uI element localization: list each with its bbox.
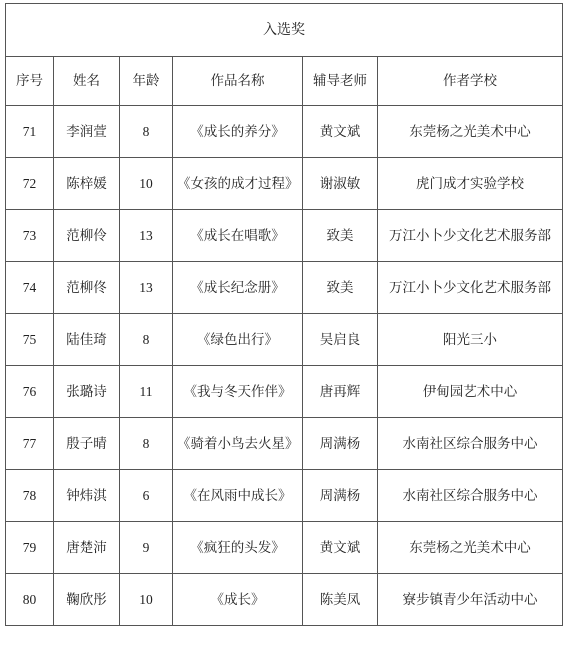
cell-age: 13 [120, 262, 173, 314]
cell-index: 76 [6, 366, 54, 418]
cell-teacher: 周满杨 [303, 418, 378, 470]
cell-teacher: 唐再辉 [303, 366, 378, 418]
table-row [6, 158, 563, 210]
cell-age: 10 [120, 158, 173, 210]
cell-name: 陈梓媛 [54, 158, 120, 210]
cell-index: 77 [6, 418, 54, 470]
header-row [6, 57, 563, 106]
header-work: 作品名称 [173, 57, 303, 106]
cell-work: 《绿色出行》 [173, 314, 303, 366]
cell-age: 6 [120, 470, 173, 522]
cell-name: 范柳佟 [54, 262, 120, 314]
cell-school: 万江小卜少文化艺术服务部 [378, 210, 563, 262]
cell-teacher: 致美 [303, 262, 378, 314]
cell-name: 李润萱 [54, 106, 120, 158]
cell-index: 78 [6, 470, 54, 522]
cell-index: 73 [6, 210, 54, 262]
cell-school: 东莞杨之光美术中心 [378, 106, 563, 158]
table-row [6, 470, 563, 522]
cell-age: 13 [120, 210, 173, 262]
cell-school: 虎门成才实验学校 [378, 158, 563, 210]
cell-index: 79 [6, 522, 54, 574]
cell-work: 《成长的养分》 [173, 106, 303, 158]
cell-school: 寮步镇青少年活动中心 [378, 574, 563, 626]
cell-teacher: 致美 [303, 210, 378, 262]
cell-name: 陆佳琦 [54, 314, 120, 366]
header-age: 年龄 [120, 57, 173, 106]
cell-work: 《成长》 [173, 574, 303, 626]
cell-age: 8 [120, 106, 173, 158]
cell-school: 水南社区综合服务中心 [378, 418, 563, 470]
header-school: 作者学校 [378, 57, 563, 106]
cell-work: 《成长纪念册》 [173, 262, 303, 314]
cell-school: 万江小卜少文化艺术服务部 [378, 262, 563, 314]
cell-school: 东莞杨之光美术中心 [378, 522, 563, 574]
table-row [6, 106, 563, 158]
cell-index: 75 [6, 314, 54, 366]
cell-teacher: 黄文斌 [303, 106, 378, 158]
cell-school: 伊甸园艺术中心 [378, 366, 563, 418]
header-teacher: 辅导老师 [303, 57, 378, 106]
cell-age: 11 [120, 366, 173, 418]
table-row [6, 366, 563, 418]
cell-name: 钟炜淇 [54, 470, 120, 522]
cell-work: 《在风雨中成长》 [173, 470, 303, 522]
awards-table [5, 3, 563, 626]
cell-work: 《骑着小鸟去火星》 [173, 418, 303, 470]
cell-work: 《女孩的成才过程》 [173, 158, 303, 210]
cell-work: 《我与冬天作伴》 [173, 366, 303, 418]
cell-work: 《疯狂的头发》 [173, 522, 303, 574]
cell-age: 8 [120, 418, 173, 470]
cell-name: 唐楚沛 [54, 522, 120, 574]
cell-teacher: 黄文斌 [303, 522, 378, 574]
table-row [6, 418, 563, 470]
cell-teacher: 吴启良 [303, 314, 378, 366]
cell-name: 范柳伶 [54, 210, 120, 262]
cell-teacher: 陈美凤 [303, 574, 378, 626]
table-row [6, 262, 563, 314]
cell-teacher: 周满杨 [303, 470, 378, 522]
cell-work: 《成长在唱歌》 [173, 210, 303, 262]
cell-name: 殷子晴 [54, 418, 120, 470]
cell-teacher: 谢淑敏 [303, 158, 378, 210]
cell-index: 72 [6, 158, 54, 210]
cell-name: 鞠欣彤 [54, 574, 120, 626]
header-name: 姓名 [54, 57, 120, 106]
table-title: 入选奖 [6, 4, 563, 57]
title-row [6, 4, 563, 57]
table-row [6, 522, 563, 574]
cell-index: 71 [6, 106, 54, 158]
table-row [6, 574, 563, 626]
table-row [6, 210, 563, 262]
cell-school: 阳光三小 [378, 314, 563, 366]
cell-age: 8 [120, 314, 173, 366]
table-row [6, 314, 563, 366]
cell-age: 10 [120, 574, 173, 626]
cell-index: 80 [6, 574, 54, 626]
header-index: 序号 [6, 57, 54, 106]
cell-index: 74 [6, 262, 54, 314]
cell-age: 9 [120, 522, 173, 574]
cell-school: 水南社区综合服务中心 [378, 470, 563, 522]
cell-name: 张璐诗 [54, 366, 120, 418]
